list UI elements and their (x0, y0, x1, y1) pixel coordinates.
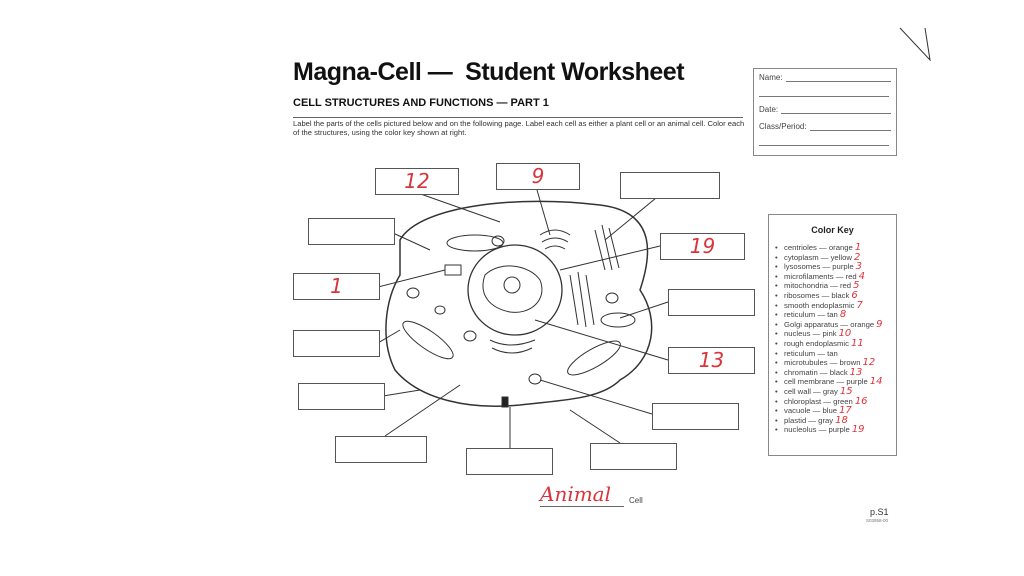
color-key-text: vacuole — blue (784, 406, 837, 416)
handwritten-number: 7 (856, 299, 863, 311)
color-key-item (775, 262, 883, 272)
handwritten-number: 15 (839, 385, 853, 397)
label-box[interactable] (620, 172, 720, 199)
cell-type-answer[interactable]: Animal (540, 482, 624, 507)
color-key-item (775, 358, 883, 368)
handwritten-number: 14 (869, 376, 883, 388)
label-box[interactable] (298, 383, 385, 410)
color-key-item (775, 281, 883, 291)
chromatin (483, 266, 542, 312)
centriole (445, 265, 461, 275)
leader-line (383, 390, 420, 396)
label-box[interactable] (668, 289, 755, 316)
document-code: S03958-00 (866, 518, 889, 523)
section-subtitle: CELL STRUCTURES AND FUNCTIONS — PART 1 (293, 97, 549, 109)
label-box[interactable] (308, 218, 395, 245)
nucleolus (504, 277, 520, 293)
color-key-text: reticulum — tan (784, 310, 838, 320)
label-box[interactable] (293, 330, 380, 357)
color-key-text: Golgi apparatus — orange (784, 319, 875, 329)
page-number: p.S1 (870, 507, 889, 517)
cell-membrane (386, 201, 652, 406)
leader-line (378, 270, 445, 287)
color-key-item (775, 416, 883, 426)
label-box[interactable]: 12 (375, 168, 459, 195)
handwritten-number: 1 (854, 242, 862, 253)
nucleus (468, 245, 562, 335)
handwritten-number: 2 (853, 251, 861, 263)
leader-line (540, 380, 652, 414)
leader-line (385, 385, 460, 436)
color-key-item (775, 425, 883, 435)
mitochondrion (564, 335, 625, 381)
color-key-item (775, 272, 883, 282)
handwritten-number: 16 (854, 395, 868, 407)
page-title: Magna-Cell — Student Worksheet (293, 58, 685, 86)
mitochondrion (398, 315, 457, 364)
handwritten-number: 12 (862, 357, 876, 369)
handwritten-number: 18 (835, 414, 848, 426)
color-key-title: Color Key (811, 225, 854, 235)
golgi-apparatus (540, 230, 570, 249)
leader-line (620, 302, 668, 318)
divider (293, 117, 743, 118)
leader-line (570, 410, 620, 443)
leader-line (605, 198, 656, 240)
handwritten-number: 3 (855, 261, 863, 273)
label-box[interactable]: 1 (293, 273, 380, 300)
leader-line (537, 190, 550, 235)
color-key-item (775, 310, 883, 320)
instructions: Label the parts of the cells pictured below and on the following page. Label each cell as either a plant cell or an animal cell. Color each of the structures, using the color key shown at right. (293, 119, 745, 137)
color-key-text: ribosomes — black (784, 290, 850, 300)
leader-line (393, 233, 430, 250)
label-box[interactable]: 9 (496, 163, 580, 190)
endoplasmic-reticulum (570, 225, 619, 327)
handwritten-number: 19 (851, 424, 865, 436)
name-field[interactable] (759, 73, 891, 82)
color-key-text: microtubules — brown (784, 358, 861, 368)
color-key-text: nucleus — pink (784, 329, 837, 339)
handwritten-number: 4 (858, 270, 865, 282)
handwritten-number: 8 (839, 309, 847, 321)
color-key-item (775, 368, 883, 378)
color-key-item (775, 339, 883, 349)
date-label: Date: (759, 105, 779, 114)
handwritten-number: 6 (851, 289, 858, 301)
color-key-item (775, 291, 883, 301)
color-key-list (775, 243, 883, 435)
color-key-text: reticulum — tan (784, 348, 838, 358)
leader-line (378, 330, 400, 343)
color-key-item (775, 397, 883, 407)
handwritten-number: 17 (839, 405, 852, 417)
cell-label: Cell (629, 496, 643, 505)
student-info-box (753, 68, 897, 156)
class-line-2[interactable] (759, 145, 889, 146)
leader-line (415, 192, 500, 222)
rough-er (490, 340, 535, 353)
name-line-2[interactable] (759, 96, 889, 97)
handwritten-number: 5 (853, 280, 860, 292)
label-box[interactable]: 13 (668, 347, 755, 374)
color-key-item (775, 243, 883, 253)
handwritten-number: 10 (838, 328, 852, 340)
color-key-text: mitochondria — red (784, 281, 852, 291)
color-key-text: plastid — gray (784, 415, 834, 425)
color-key-item (775, 377, 883, 387)
color-key-text: chloroplast — green (784, 396, 853, 406)
handwritten-number: 11 (850, 337, 864, 349)
leader-line (535, 320, 668, 360)
color-key-text: cell membrane — purple (784, 377, 868, 387)
name-label: Name: (759, 73, 783, 82)
color-key-item (775, 253, 883, 263)
color-key-text: chromatin — black (784, 367, 848, 377)
class-period-label: Class/Period: (759, 122, 807, 131)
label-box[interactable]: 19 (660, 233, 745, 260)
color-key (768, 214, 897, 456)
color-key-text: rough endoplasmic (784, 338, 849, 348)
class-period-field[interactable] (759, 122, 891, 131)
color-key-item (775, 406, 883, 416)
color-key-item (775, 301, 883, 311)
color-key-item (775, 320, 883, 330)
color-key-text: cell wall — gray (784, 386, 838, 396)
leader-line (560, 246, 660, 270)
label-box[interactable] (335, 436, 427, 463)
handwritten-number: 13 (849, 366, 863, 378)
color-key-item (775, 329, 883, 339)
handwritten-number: 9 (876, 318, 883, 330)
label-box[interactable] (652, 403, 739, 430)
color-key-text: smooth endoplasmic (784, 300, 855, 310)
color-key-text: cytoplasm — yellow (784, 252, 852, 262)
page-corner-fold (900, 28, 930, 60)
color-key-text: centrioles — orange (784, 243, 853, 252)
color-key-text: lysosomes — purple (784, 262, 854, 272)
label-box[interactable] (590, 443, 677, 470)
color-key-text: nucleolus — purple (784, 425, 850, 435)
date-field[interactable] (759, 105, 891, 114)
label-box[interactable] (466, 448, 553, 475)
color-key-text: microfilaments — red (784, 271, 857, 281)
